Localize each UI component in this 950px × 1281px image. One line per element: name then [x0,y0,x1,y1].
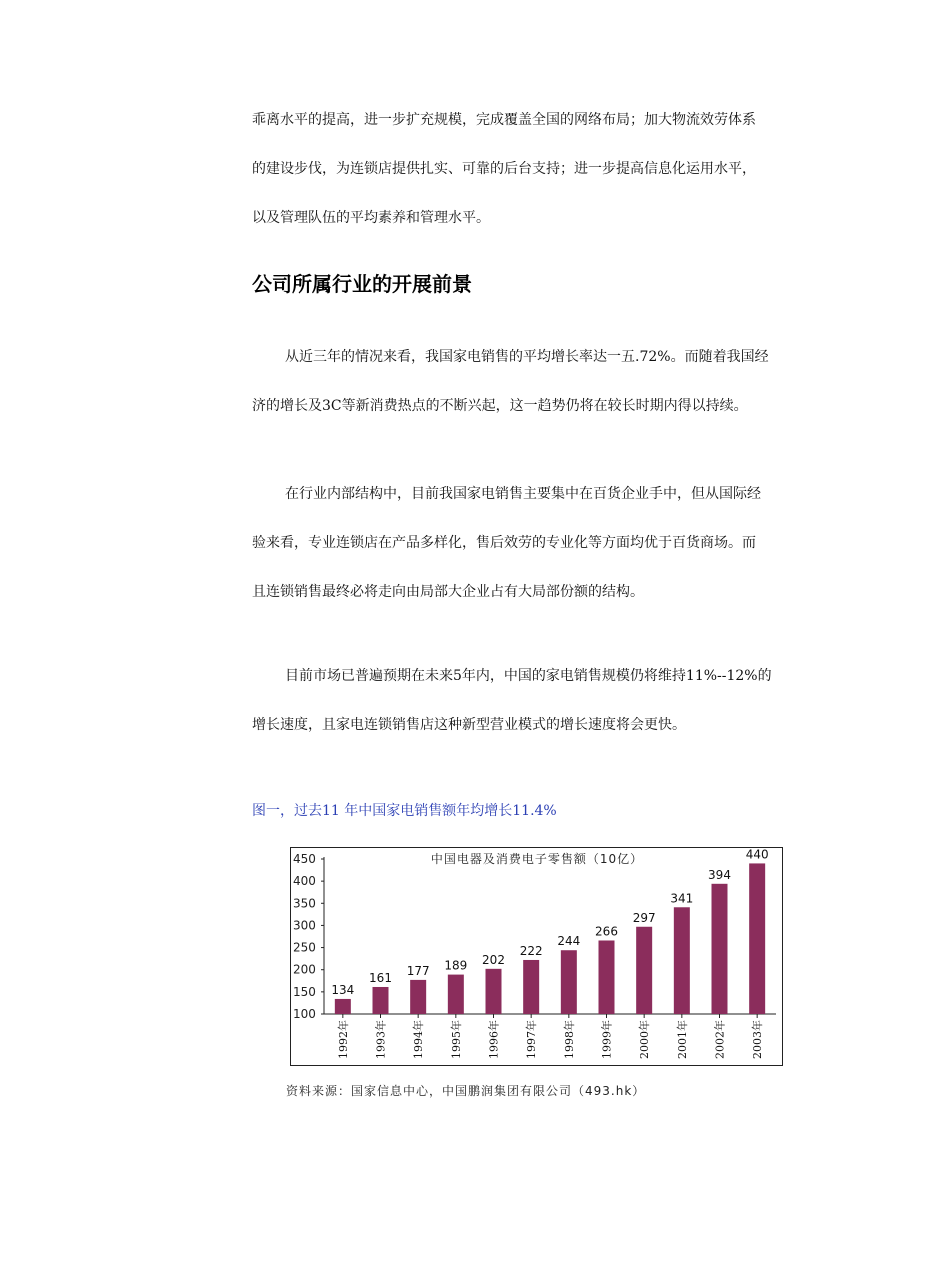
x-tick-label: 1994年 [412,1020,426,1059]
bar-value-label: 222 [519,943,543,958]
bar [674,907,690,1014]
y-tick-label: 400 [293,874,316,889]
bar-value-label: 440 [745,848,769,862]
bar-value-label: 341 [670,891,694,906]
x-tick-label: 1996年 [487,1020,501,1059]
x-tick-label: 1995年 [449,1020,463,1059]
y-tick-label: 350 [293,896,316,911]
bar-value-label: 202 [482,952,505,967]
paragraph-line: 增长速度，且家电连锁销售店这种新型营业模式的增长速度将会更快。 [252,717,686,733]
bar [410,980,426,1014]
bar [636,927,652,1014]
y-tick-label: 100 [293,1007,316,1021]
chart-title: 中国电器及消费电子零售额（10亿） [430,852,644,866]
bar-chart [290,847,783,1066]
x-tick-label: 1999年 [600,1020,614,1059]
paragraph-structure [252,470,842,617]
x-tick-label: 1997年 [525,1020,539,1059]
bar [749,863,765,1014]
bar-value-label: 297 [632,910,656,925]
paragraph-line: 目前市场已普遍预期在未来5年内，中国的家电销售规模仍将维持11%--12%的 [285,668,772,684]
bar-value-label: 189 [444,958,468,973]
x-tick-label: 2002年 [713,1020,727,1059]
x-tick-label: 2003年 [751,1020,765,1059]
y-tick-label: 300 [293,918,316,933]
source-note: 资料来源：国家信息中心，中国鹏润集团有限公司（493.hk） [286,1084,646,1098]
paragraph-line: 济的增长及3C等新消费热点的不断兴起，这一趋势仍将在较长时期内得以持续。 [252,398,748,414]
bar [712,884,728,1014]
paragraph-line: 从近三年的情况来看，我国家电销售的平均增长率达一五.72%。而随着我国经 [285,349,769,365]
y-tick-label: 250 [293,940,316,955]
paragraph-line: 验来看，专业连锁店在产品多样化，售后效劳的专业化等方面均优于百货商场。而 [252,535,756,551]
bar-value-label: 266 [595,924,618,939]
x-tick-label: 1992年 [336,1020,350,1059]
bar [486,969,502,1014]
x-tick-label: 2001年 [675,1020,689,1059]
paragraph-line: 在行业内部结构中，目前我国家电销售主要集中在百货企业手中，但从国际经 [285,486,761,502]
bar [599,940,615,1014]
y-tick-label: 150 [293,984,316,999]
intro-paragraph [252,96,842,243]
section-heading: 公司所属行业的开展前景 [252,272,472,296]
bar-value-label: 134 [331,982,355,997]
bar [448,975,464,1014]
bar-value-label: 177 [406,963,430,978]
bar-value-label: 394 [708,867,731,882]
x-tick-label: 2000年 [638,1020,652,1059]
x-tick-label: 1993年 [374,1020,388,1059]
intro-line: 的建设步伐，为连锁店提供扎实、可靠的后台支持；进一步提高信息化运用水平， [252,161,756,177]
bar-value-label: 161 [369,970,392,985]
y-tick-label: 200 [293,962,316,977]
bar-value-label: 244 [557,934,581,949]
bar [335,999,351,1014]
figure-caption: 图一，过去11 年中国家电销售额年均增长11.4% [252,803,557,819]
y-tick-label: 450 [293,852,316,866]
intro-line: 乖离水平的提高，进一步扩充规模，完成覆盖全国的网络布局；加大物流效劳体系 [252,112,756,128]
bar [373,987,389,1014]
paragraph-line: 且连锁销售最终必将走向由局部大企业占有大局部份额的结构。 [252,584,644,600]
x-tick-label: 1998年 [562,1020,576,1059]
bar [523,960,539,1014]
paragraph-forecast [252,652,842,750]
chart-svg [291,848,784,1067]
bar [561,950,577,1014]
paragraph-growth [252,333,842,431]
intro-line: 以及管理队伍的平均素养和管理水平。 [252,210,490,226]
